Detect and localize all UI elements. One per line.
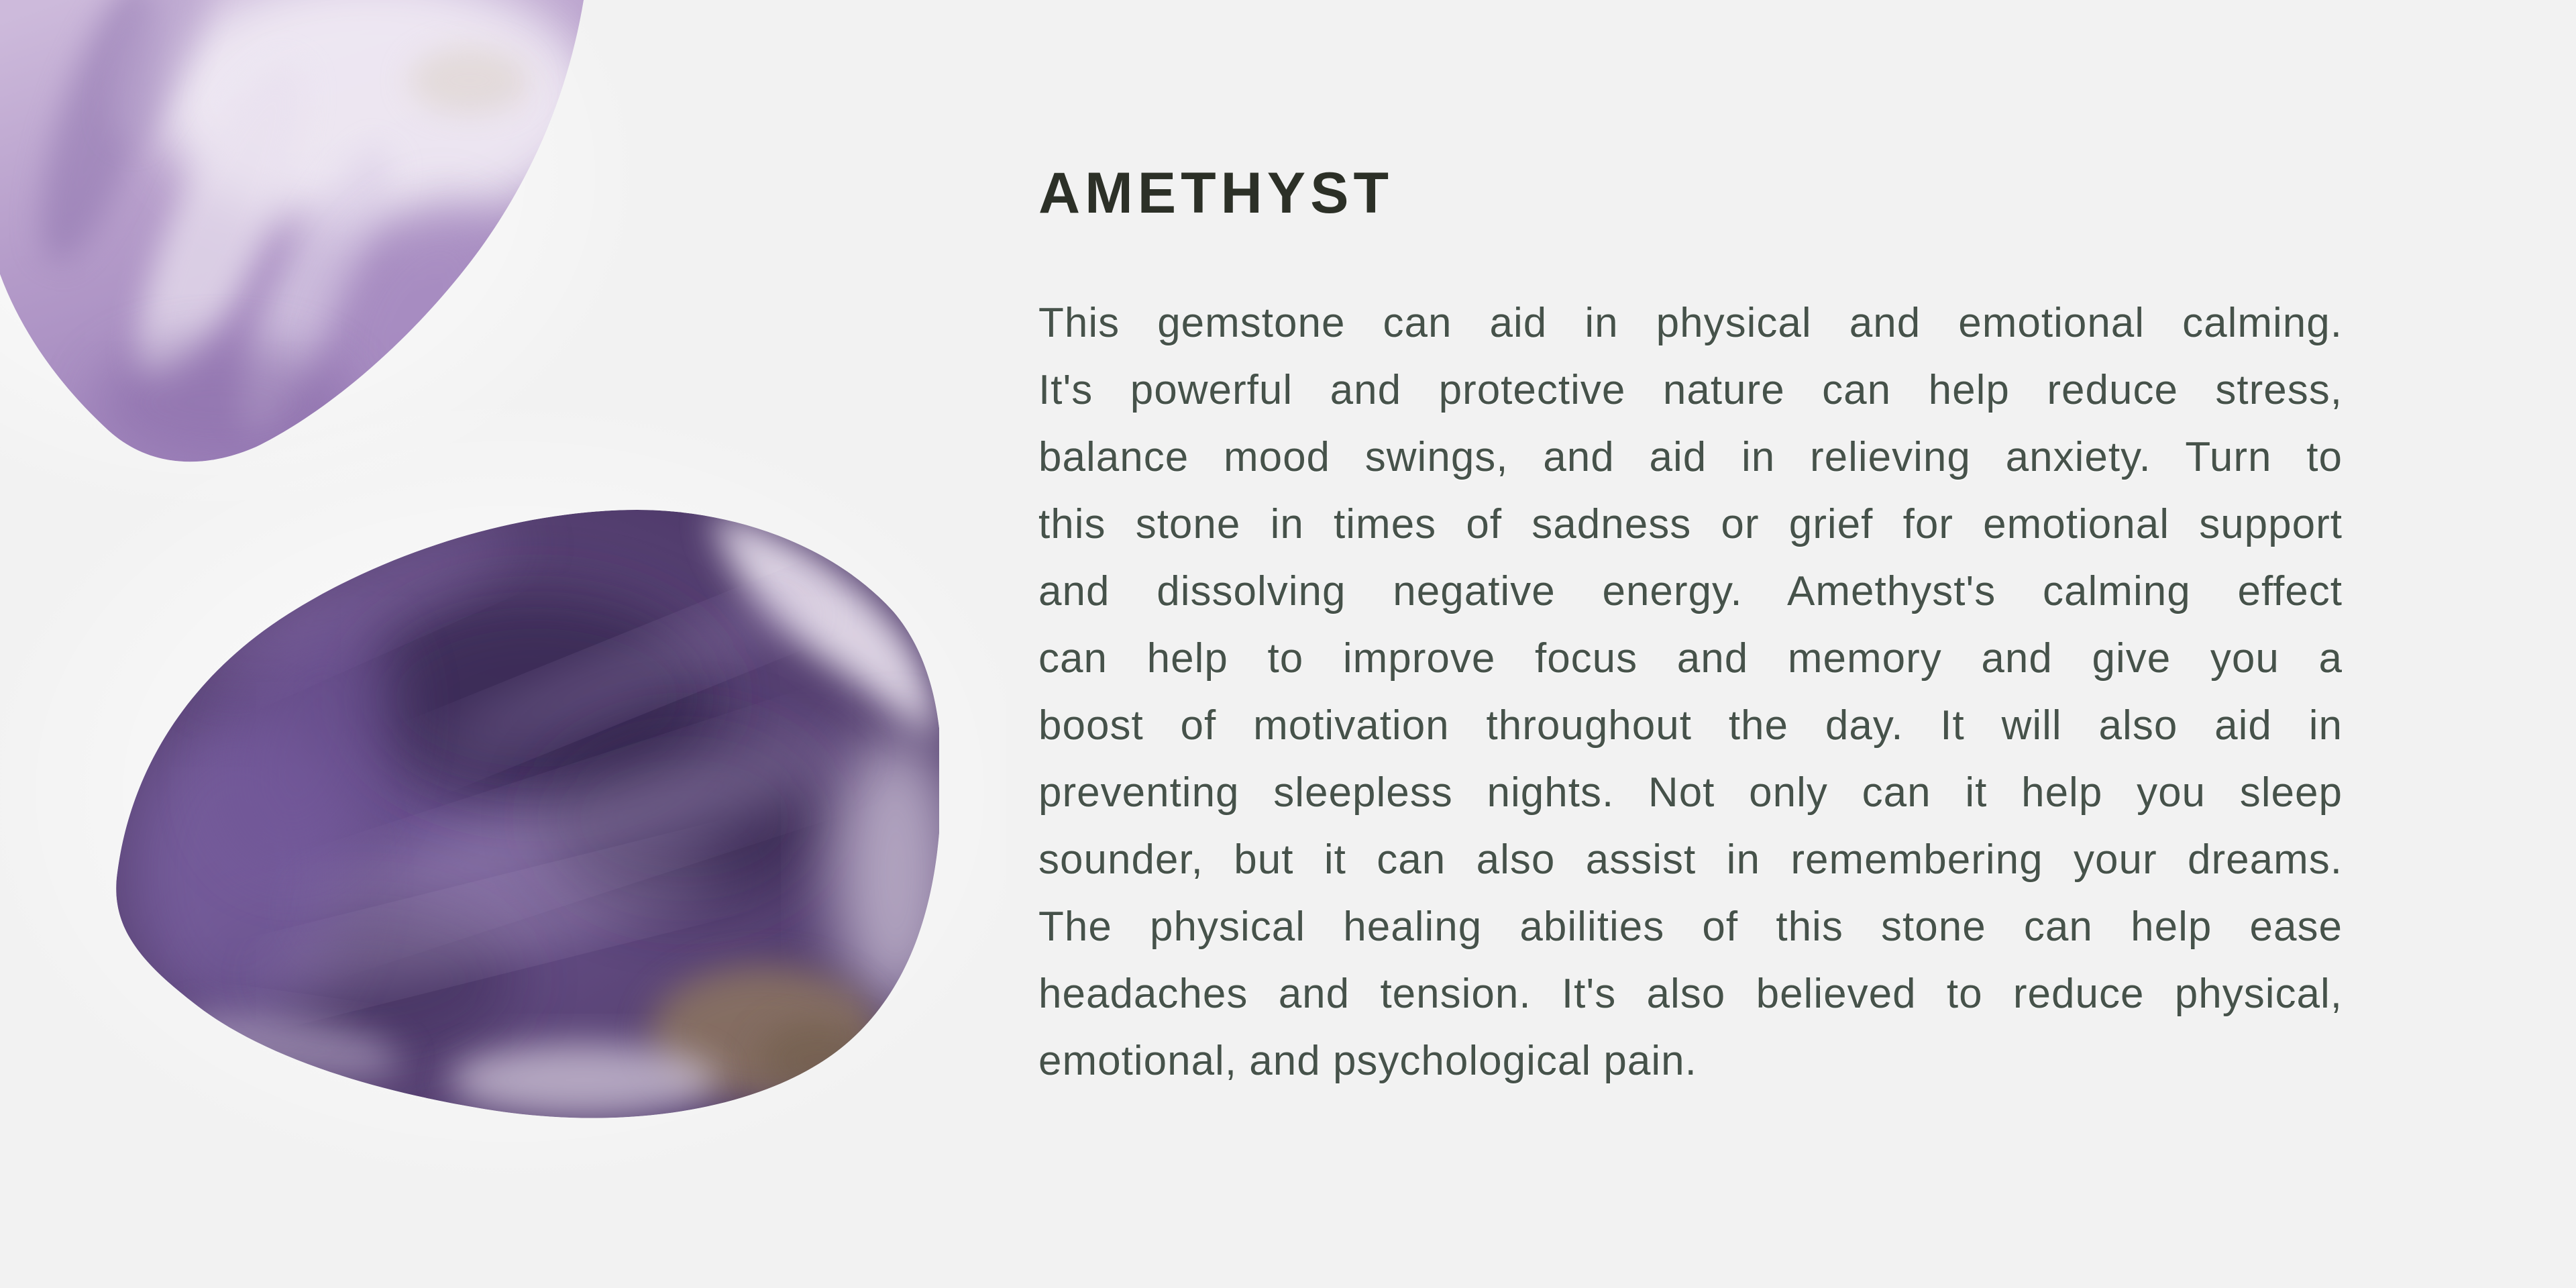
description-line: balance mood swings, and aid in relieving anxiety. Turn to: [1038, 434, 2343, 480]
description-line: can help to improve focus and memory and give you a: [1038, 635, 2343, 682]
description-line: preventing sleepless nights. Not only can it help you sleep: [1038, 769, 2343, 816]
description-line: this stone in times of sadness or grief for emotional support: [1038, 501, 2343, 547]
description-line: emotional, and psychological pain.: [1038, 1038, 1697, 1084]
gemstone-description: [1038, 290, 2343, 1095]
stone-main-texture: [116, 499, 939, 1118]
amethyst-photo-area: [0, 0, 1006, 1288]
amethyst-stone-main-image: [67, 456, 939, 1127]
description-line: and dissolving negative energy. Amethyst's calming effect: [1038, 568, 2343, 614]
description-line: headaches and tension. It's also believed to reduce physical,: [1038, 971, 2343, 1017]
description-line: It's powerful and protective nature can help reduce stress,: [1038, 367, 2343, 413]
description-line: boost of motivation throughout the day. It will also aid in: [1038, 702, 2343, 749]
amethyst-stone-top-image: [0, 0, 604, 510]
stone-top-texture: [0, 0, 597, 463]
description-line: The physical healing abilities of this stone can help ease: [1038, 904, 2343, 950]
description-line: sounder, but it can also assist in remembering your dreams.: [1038, 837, 2343, 883]
gemstone-title: AMETHYST: [1038, 161, 1393, 225]
description-line: This gemstone can aid in physical and emotional calming.: [1038, 300, 2343, 346]
stone-shaded-base: [94, 342, 349, 463]
